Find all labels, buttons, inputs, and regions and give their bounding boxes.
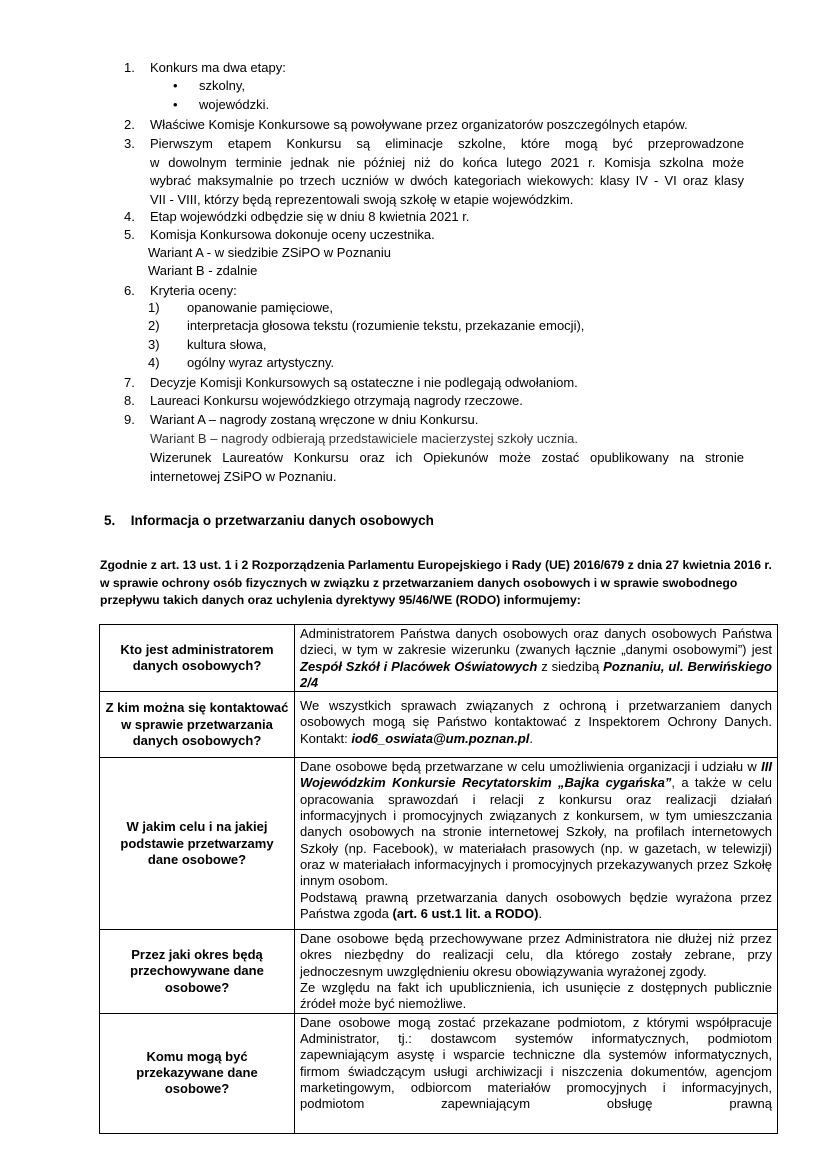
criterion-text: interpretacja głosowa tekstu (rozumienie tekstu, przekazanie emocji), [187,318,585,333]
answer-text: Administratorem Państwa danych osobowych oraz danych osobowych Państwa dzieci, w tym w zakresie wizerunku (zwanych łącznie „danymi osobowymi”) jest [300,626,772,658]
list-text [150,449,744,486]
question-cell: Przez jaki okres będą przechowywane dane osobowe? [100,930,295,1013]
answer-text: Podstawą prawną przetwarzania danych osobowych będzie wyrażona przez Państwa zgoda [300,889,772,921]
list-number: 1. [124,60,135,75]
table-row [100,1013,778,1133]
list-number: 4. [124,209,135,224]
list-text: Kryteria oceny: [150,283,237,298]
section-title: Informacja o przetwarzaniu danych osobowych [130,513,434,528]
list-text: Wariant A – nagrody zostaną wręczone w dniu Konkursu. [150,412,479,427]
answer-cell [295,625,778,692]
criterion-text: opanowanie pamięciowe, [187,300,333,315]
list-text-line: VII - VIII, którzy będą reprezentowali swoją szkołę w etapie wojewódzkim. [150,191,574,207]
question-cell: W jakim celu i na jakiej podstawie przetwarzamy dane osobowe? [100,758,295,930]
contact-email: iod6_oswiata@um.poznan.pl [351,730,530,746]
bullet-text: szkolny, [199,78,245,93]
section-number: 5. [104,513,116,528]
list-text-line: Wizerunek Laureatów Konkursu oraz ich Opiekunów może zostać opublikowany na stronie [150,450,744,465]
answer-text: z siedzibą [537,658,604,674]
criterion-number: 1) [148,300,160,315]
contest-name: III Wojewódzkim Konkursie Recytatorskim „Bajka cygańska” [300,759,772,791]
list-text: Etap wojewódzki odbędzie się w dniu 8 kwietnia 2021 r. [150,209,470,224]
section-heading [104,513,434,528]
list-number: 2. [124,117,135,132]
question-cell: Kto jest administratorem danych osobowych? [100,625,295,692]
list-text: Wariant B – nagrody odbierają przedstawiciele macierzystej szkoły ucznia. [150,431,578,446]
answer-text: . [538,905,543,921]
bullet-text: wojewódzki. [199,97,270,112]
answer-text: We wszystkich sprawach związanych z ochroną i przetwarzaniem danych osobowych mogą się Państwo kontaktować z Inspektorem Ochrony Danych. Kontakt: [300,698,772,746]
answer-text: . [529,730,534,746]
answer-text: , a także w celu opracowania sprawozdań i relacji z konkursu oraz realizacji działań informacyjnych i promocyjnych związanych z konkursem, w tym umieszczania danych osobowych na stronie internetowej Szkoły, na profilach internetowych Szkoły (np. Facebook), w materiałach prasowych (np. w gazetach, w telewizji) oraz w materiałach informacyjnych i promocyjnych przekazywanych przez Szkołę innym osobom. [300,775,772,889]
bullet-dot: • [173,97,178,112]
list-text: Konkurs ma dwa etapy: [150,60,286,75]
list-number: 5. [124,227,135,242]
bullet-dot: • [173,78,178,93]
institution-name: Zespół Szkół i Placówek Oświatowych [300,658,538,674]
list-number: 7. [124,375,135,390]
list-item-3 [124,135,744,211]
criterion-number: 2) [148,318,160,333]
answer-text: Ze względu na fakt ich upublicznienia, ich usunięcie z dostępnych publicznie źródeł może być niemożliwe. [300,980,772,1012]
question-cell: Komu mogą być przekazywane dane osobowe? [100,1013,295,1133]
list-number: 9. [124,412,135,427]
table-row [100,625,778,692]
answer-cell [295,930,778,1013]
list-number: 3. [124,136,135,151]
question-cell: Z kim można się kontaktować w sprawie przetwarzania danych osobowych? [100,692,295,758]
answer-text: Dane osobowe będą przechowywane przez Administratora nie dłużej niż przez okres niezbędny do realizacji celu, dla którego zostały zebrane, przy jednoczesnym uwzględnieniu okresu obowiązywania wyrażonej zgody. [300,931,772,979]
criterion-number: 4) [148,355,160,370]
list-number: 8. [124,393,135,408]
list-text-line: wybrać maksymalnie po trzech uczniów w dwóch kategoriach wiekowych: klasy IV - VI oraz klasy [150,173,744,188]
answer-text: Dane osobowe mogą zostać przekazane podmiotom, z którymi współpracuje Administrator, tj.: dostawcom systemów informatycznych, podmiotom zapewniającym asystę i wsparcie techniczne dla systemów informatycznych, firmom świadczącym usługi archiwizacji i niszczenia dokumentów, agencjom marketingowym, odbiorcom materiałów promocyjnych i informacyjnych, podmiotom zapewniającym obsługę prawną [300,1014,772,1112]
criterion-text: kultura słowa, [187,337,267,352]
legal-intro: Zgodnie z art. 13 ust. 1 i 2 Rozporządzenia Parlamentu Europejskiego i Rady (UE) 2016/679 z dnia 27 kwietnia 2016 r. w sprawie ochrony osób fizycznych w związku z przetwarzaniem danych osobowych i w sprawie swobodnego przepływu takich danych oraz uchylenia dyrektywy 95/46/WE (RODO) informujemy: [100,558,772,607]
list-text-line: w dowolnym terminie jednak nie później niż do końca lutego 2021 r. Komisja szkolna może [150,154,744,170]
list-text-line: internetowej ZSiPO w Poznaniu. [150,468,337,484]
list-text: Właściwe Komisje Konkursowe są powoływane przez organizatorów poszczególnych etapów. [150,117,688,132]
answer-cell [295,692,778,758]
answer-cell [295,1013,778,1133]
legal-basis: (art. 6 ust.1 lit. a RODO) [392,905,539,921]
gdpr-table [99,624,778,1134]
list-item-9-continued [124,449,744,487]
criterion-number: 3) [148,337,160,352]
list-text: Komisja Konkursowa dokonuje oceny uczestnika. [150,227,435,242]
institution-address: Poznaniu, ul. Berwińskiego 2/4 [300,658,772,690]
criterion-text: ogólny wyraz artystyczny. [187,355,335,370]
variant-text: Wariant B - zdalnie [148,263,258,278]
table-row [100,692,778,758]
list-number: 6. [124,283,135,298]
answer-text: Dane osobowe będą przetwarzane w celu umożliwienia organizacji i udziału w [300,759,762,775]
list-text: Laureaci Konkursu wojewódzkiego otrzymają nagrody rzeczowe. [150,393,523,408]
table-row [100,758,778,930]
table-row [100,930,778,1013]
variant-text: Wariant A - w siedzibie ZSiPO w Poznaniu [148,245,392,260]
list-text [150,135,744,209]
answer-cell [295,758,778,930]
list-text: Decyzje Komisji Konkursowych są ostateczne i nie podlegają odwołaniom. [150,375,578,390]
list-text-line: Pierwszym etapem Konkursu są eliminacje szkolne, które mogą być przeprowadzone [150,136,744,151]
